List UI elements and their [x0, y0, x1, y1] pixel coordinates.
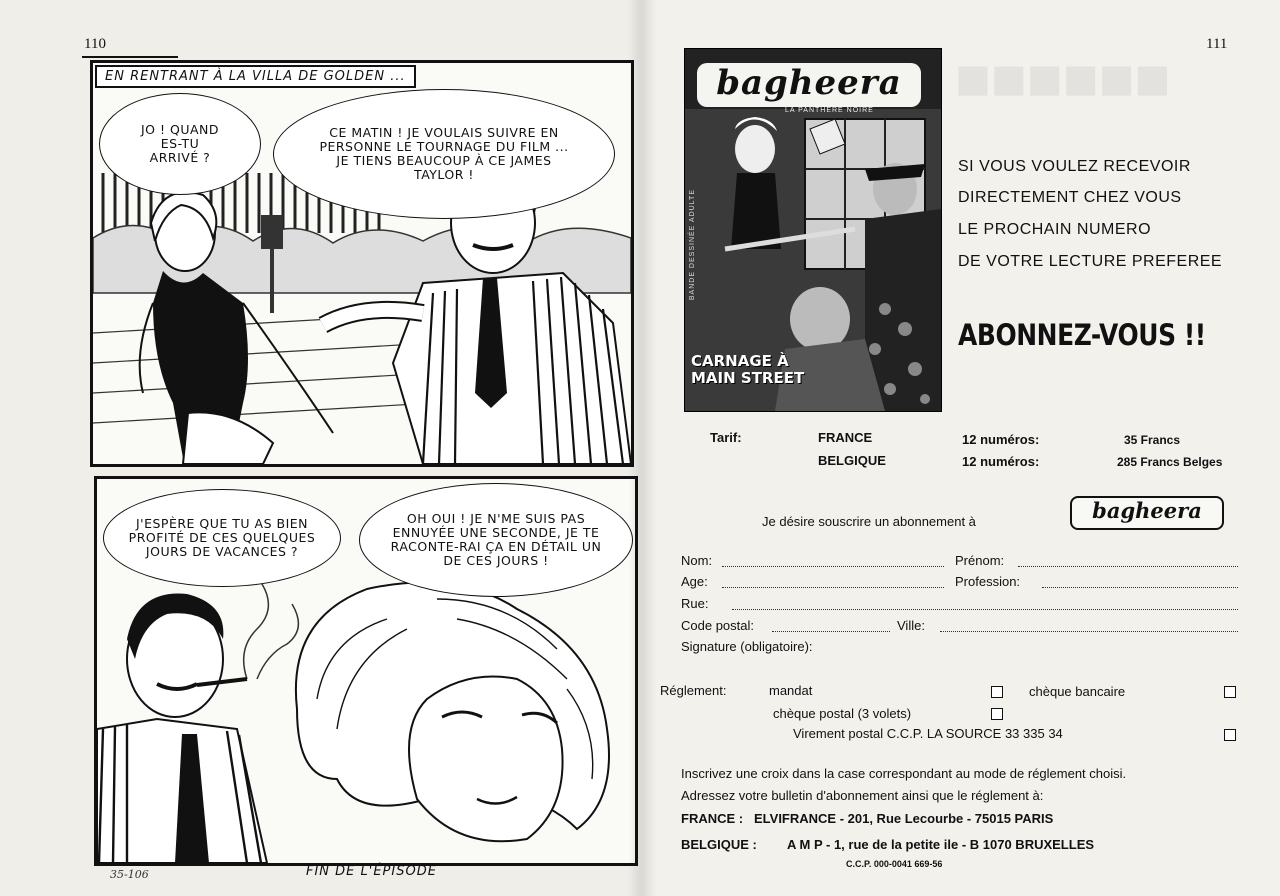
reglement-cheque-postal-label: chèque postal (3 volets) [773, 706, 912, 721]
cheque-bancaire-checkbox[interactable] [1224, 686, 1236, 698]
handwritten-note: 35-106 [110, 868, 149, 881]
intro-line-4: DE VOTRE LECTURE PREFEREE [958, 253, 1223, 270]
episode-end-label: FIN DE L'ÉPISODE [306, 864, 437, 879]
profession-field[interactable] [1042, 587, 1238, 588]
tarif-price-belgique: 285 Francs Belges [1117, 455, 1223, 469]
tarif-price-france: 35 Francs [1124, 433, 1181, 447]
subscribe-logo: bagheera [1070, 496, 1224, 530]
subscribe-text: Je désire souscrire un abonnement à [762, 514, 976, 529]
form-label-code-postal: Code postal: [681, 618, 754, 633]
cover-title [691, 353, 804, 387]
nom-field[interactable] [722, 566, 944, 567]
comic-panel-1 [90, 60, 634, 467]
tarif-issues-belgique: 12 numéros: [962, 454, 1040, 469]
instruction-line-1: Inscrivez une croix dans la case correspondant au mode de réglement choisi. [681, 766, 1127, 781]
cover-side-text: BANDE DESSINÉE ADULTE [689, 189, 696, 301]
form-label-age: Age: [681, 574, 708, 589]
page-number-left: 110 [84, 36, 106, 52]
page-rule [82, 56, 178, 58]
tarif-label: Tarif: [710, 430, 742, 445]
intro-line-3: LE PROCHAIN NUMERO [958, 221, 1152, 238]
reglement-mandat-label: mandat [769, 683, 813, 698]
prenom-field[interactable] [1018, 566, 1238, 567]
form-label-rue: Rue: [681, 596, 709, 611]
tarif-country-france: FRANCE [818, 430, 873, 445]
cover-title-line-1: CARNAGE À [691, 352, 789, 370]
form-label-nom: Nom: [681, 553, 713, 568]
cheque-postal-checkbox[interactable] [991, 708, 1003, 720]
ccp-number: C.C.P. 000-0041 669-56 [846, 859, 943, 869]
speech-text-man-2: J'ESPÈRE QUE TU AS BIEN PROFITÉ DE CES QUELQUES JOURS DE VACANCES ? [128, 516, 316, 559]
intro-line-1: SI VOUS VOULEZ RECEVOIR [958, 158, 1191, 175]
cover-logo-subtitle: LA PANTHÈRE NOIRE [785, 107, 874, 114]
comic-panel-2 [94, 476, 638, 866]
reglement-virement-label: Virement postal C.C.P. LA SOURCE 33 335 34 [793, 726, 1063, 741]
tarif-country-belgique: BELGIQUE [818, 453, 886, 468]
magazine-cover-image [684, 48, 942, 412]
age-field[interactable] [722, 587, 944, 588]
speech-bubble-woman [99, 93, 261, 195]
form-label-profession: Profession: [955, 574, 1021, 589]
instruction-line-2: Adressez votre bulletin d'abonnement ainsi que le réglement à: [681, 788, 1044, 803]
speech-bubble-man [273, 89, 615, 219]
intro-line-2: DIRECTEMENT CHEZ VOUS [958, 189, 1182, 206]
bleed-through-text: ■■■■■■ [955, 56, 1171, 100]
speech-text-woman: JO ! QUAND ES-TU ARRIVÉ ? [141, 122, 219, 165]
speech-bubble-woman-2 [359, 483, 633, 597]
reglement-cheque-bancaire-label: chèque bancaire [1029, 684, 1126, 699]
panel-1-caption: EN RENTRANT À LA VILLA DE GOLDEN ... [95, 65, 416, 88]
tarif-issues-france: 12 numéros: [962, 432, 1040, 447]
cover-title-line-2: MAIN STREET [691, 369, 805, 387]
address-belgique: A M P - 1, rue de la petite ile - B 1070 BRUXELLES [787, 837, 1095, 852]
form-label-prenom: Prénom: [955, 553, 1005, 568]
cover-logo: bagheera [697, 63, 921, 107]
ville-field[interactable] [940, 631, 1238, 632]
rue-field[interactable] [732, 609, 1238, 610]
reglement-label: Réglement: [660, 683, 727, 698]
code-postal-field[interactable] [772, 631, 890, 632]
subscribe-headline: ABONNEZ-VOUS !! [958, 318, 1206, 352]
mandat-checkbox[interactable] [991, 686, 1003, 698]
address-france-label: FRANCE : [681, 811, 744, 826]
speech-text-woman-2: OH OUI ! JE N'ME SUIS PAS ENNUYÉE UNE SECONDE, JE TE RACONTE-RAI ÇA EN DÉTAIL UN DE CES JOURS ! [390, 511, 602, 568]
virement-checkbox[interactable] [1224, 729, 1236, 741]
page-gutter [628, 0, 656, 896]
page-number-right: 111 [1206, 36, 1228, 52]
speech-bubble-man-2 [103, 489, 341, 587]
speech-text-man: CE MATIN ! JE VOULAIS SUIVRE EN PERSONNE LE TOURNAGE DU FILM ... JE TIENS BEAUCOUP À CE JAMES TAYLOR ! [319, 125, 569, 182]
form-label-ville: Ville: [897, 618, 925, 633]
form-label-signature: Signature (obligatoire): [681, 639, 813, 654]
address-france: ELVIFRANCE - 201, Rue Lecourbe - 75015 PARIS [754, 811, 1054, 826]
address-belgique-label: BELGIQUE : [681, 837, 757, 852]
